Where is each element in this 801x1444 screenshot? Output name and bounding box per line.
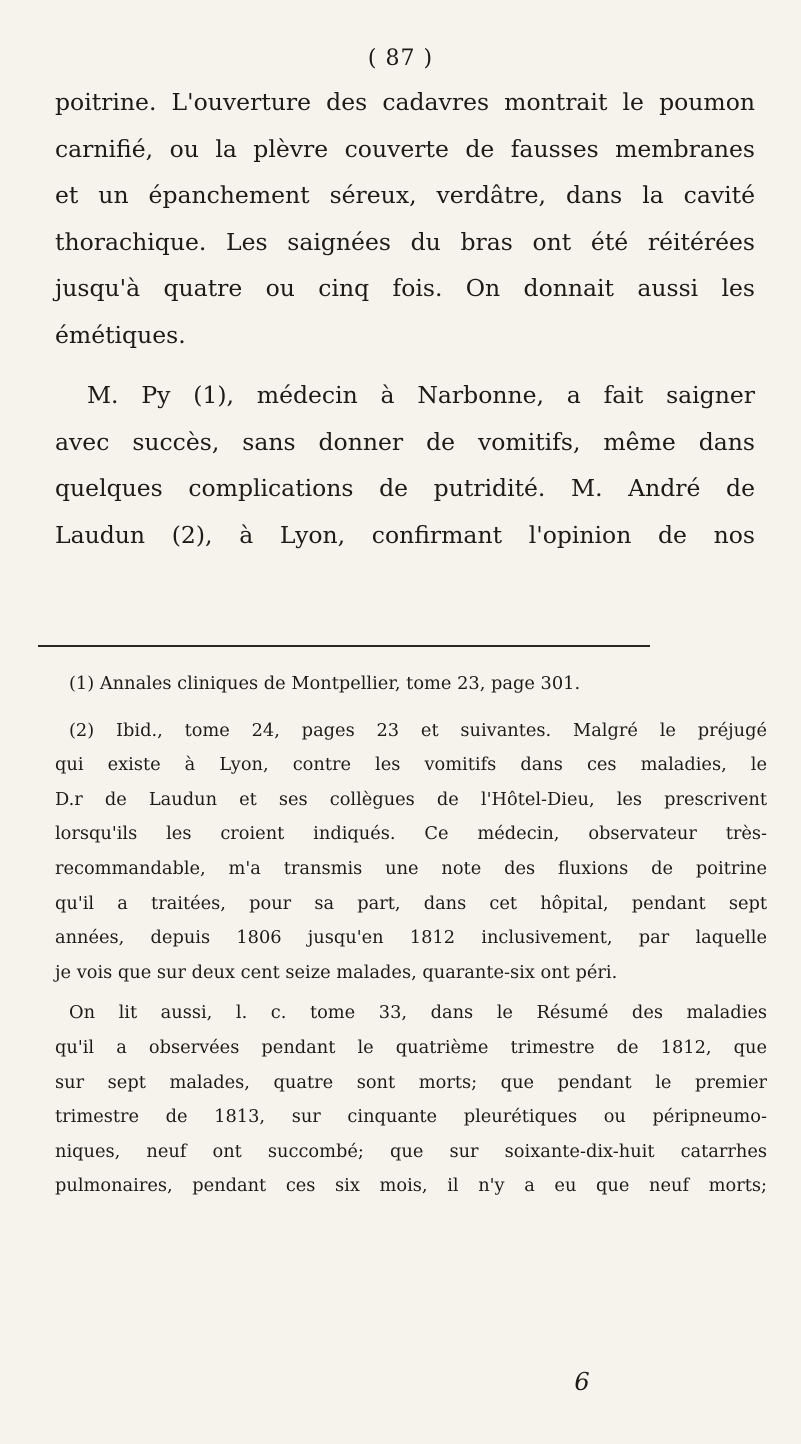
text-line: jusqu'à quatre ou cinq fois. On donnait aussi les — [55, 274, 755, 302]
footnote-line: (1) Annales cliniques de Montpellier, tome 23, page 301. — [69, 673, 581, 694]
footnote-line: (2) Ibid., tome 24, pages 23 et suivantes. Malgré le préjugé — [69, 719, 767, 741]
footnote-line: pulmonaires, pendant ces six mois, il n'y a eu que neuf morts; — [55, 1175, 767, 1197]
signature-mark: 6 — [574, 1368, 590, 1396]
text-line: et un épanchement séreux, verdâtre, dans la cavité — [55, 181, 755, 209]
footnote-line: qu'il a observées pendant le quatrième trimestre de 1812, que — [55, 1036, 767, 1058]
footnote-line: On lit aussi, l. c. tome 33, dans le Résumé des maladies — [69, 1002, 767, 1024]
footnote-line: qui existe à Lyon, contre les vomitifs dans ces maladies, le — [55, 754, 767, 776]
footnote-line: années, depuis 1806 jusqu'en 1812 inclusivement, par laquelle — [55, 927, 767, 949]
text-line: thorachique. Les saignées du bras ont été réitérées — [55, 227, 755, 256]
text-line: carnifié, ou la plèvre couverte de fausses membranes — [55, 134, 755, 163]
footnote-line: D.r de Laudun et ses collègues de l'Hôtel-Dieu, les prescrivent — [55, 788, 767, 810]
footnote-separator — [38, 645, 650, 647]
text-line: émétiques. — [55, 320, 186, 349]
footnote-line: lorsqu'ils les croient indiqués. Ce médecin, observateur très- — [55, 823, 767, 845]
footnotes — [55, 667, 767, 1204]
text-line: M. Py (1), médecin à Narbonne, a fait saigner — [87, 381, 755, 409]
text-line: avec succès, sans donner de vomitifs, même dans — [55, 427, 755, 456]
footnote-line: qu'il a traitées, pour sa part, dans cet hôpital, pendant sept — [55, 892, 767, 914]
footnote-line: recommandable, m'a transmis une note des fluxions de poitrine — [55, 857, 767, 879]
footnote-line: trimestre de 1813, sur cinquante pleurétiques ou péripneumo- — [55, 1106, 767, 1128]
text-line: quelques complications de putridité. M. André de — [55, 474, 755, 502]
footnote-line: niques, neuf ont succombé; que sur soixante-dix-huit catarrhes — [55, 1140, 767, 1162]
text-line: poitrine. L'ouverture des cadavres montrait le poumon — [55, 88, 755, 116]
main-text — [55, 79, 755, 558]
footnote-line: je vois que sur deux cent seize malades, quarante-six ont péri. — [55, 961, 618, 983]
page-number: ( 87 ) — [367, 46, 434, 71]
text-line: Laudun (2), à Lyon, confirmant l'opinion de nos — [55, 520, 755, 549]
footnote-line: sur sept malades, quatre sont morts; que pendant le premier — [55, 1071, 767, 1093]
